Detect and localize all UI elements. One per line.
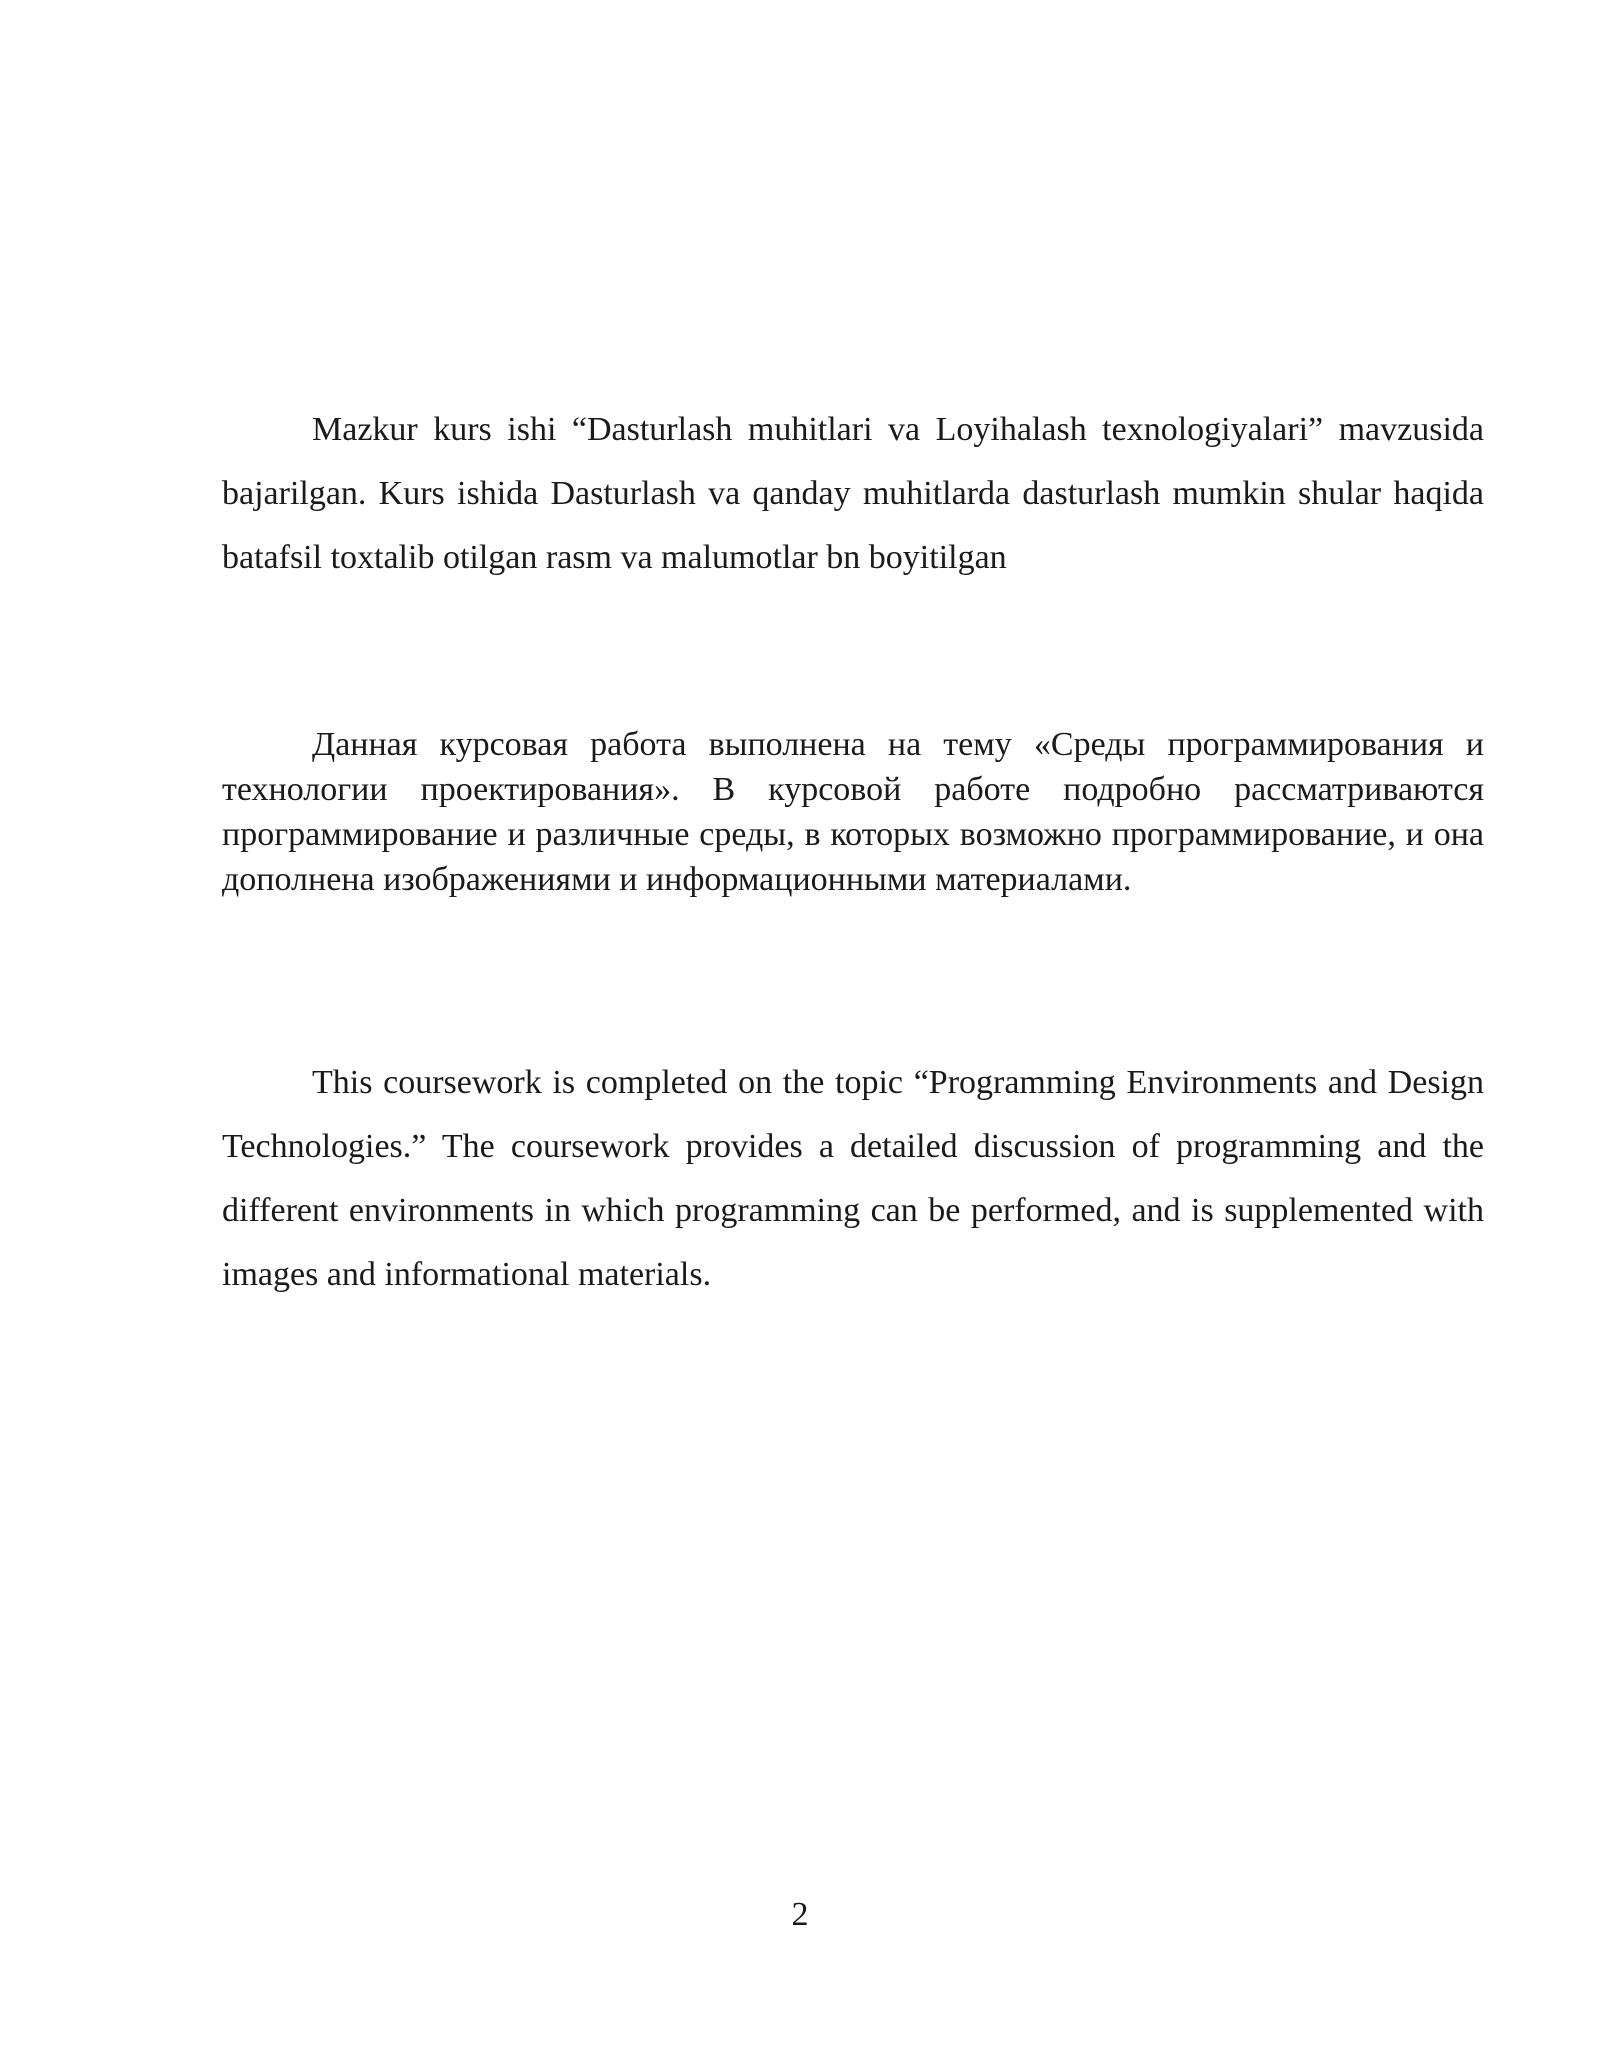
paragraph-russian: Данная курсовая работа выполнена на тему «Среды программирования и технологии проектирования». В курсовой работе подробно рассматриваются программирование и различные среды, в которых возможно программирование, и она дополнена изображениями и информационными материалами. [222, 726, 1484, 898]
page-number: 2 [791, 1896, 809, 1933]
paragraph-uzbek: Mazkur kurs ishi “Dasturlash muhitlari va Loyihalash texnologiyalari” mavzusida bajarilgan. Kurs ishida Dasturlash va qanday muhitlarda dasturlash mumkin shular haqida batafsil toxtalib otilgan rasm va malumotlar bn boyitilgan [222, 411, 1484, 576]
paragraph-english: This coursework is completed on the topic “Programming Environments and Design Technologies.” The coursework provides a detailed discussion of programming and the different environments in which programming can be performed, and is supplemented with images and informational materials. [222, 1064, 1484, 1293]
